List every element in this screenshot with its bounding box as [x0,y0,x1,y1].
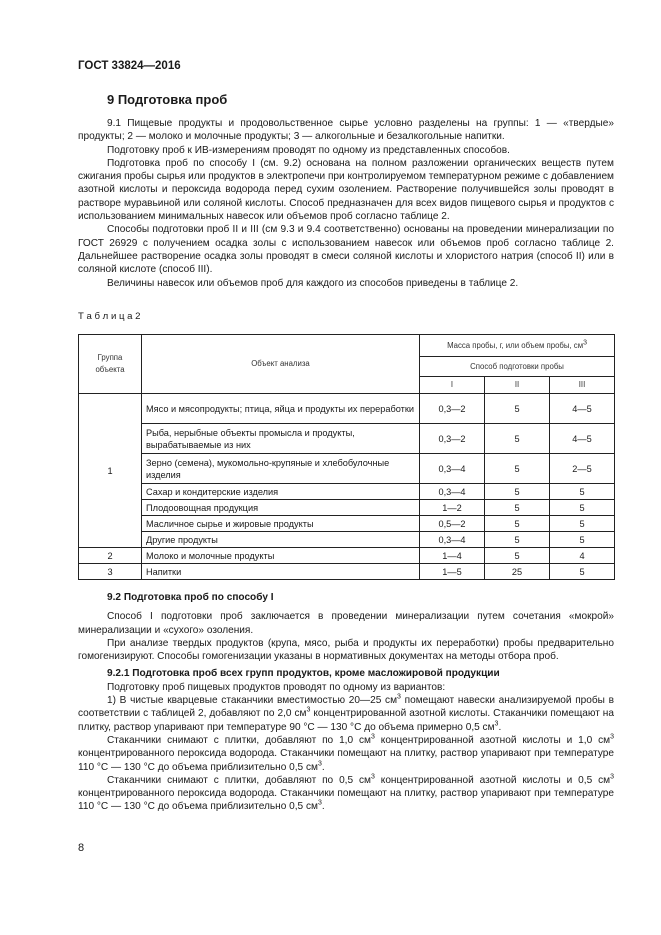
paragraph: Подготовку проб пищевых продуктов проводят по одному из вариантов: [107,681,446,693]
value-cell: 5 [485,394,550,424]
header-method-1: I [420,377,485,394]
value-cell: 5 [485,484,550,500]
paragraph: 1) В чистые кварцевые стаканчики вместимостью 20—25 $см^3$ помещают навески анализируемой пробы в соответствии с таблицей 2, добавляют по 2,0 $см^3$ концентрированной азотной кислоты. Стаканчики помещают на плитку, раствор упаривают при температуре 90 °С — 130 °С до объема примерно 0,5 $см^3$. [78,693,614,733]
sample-mass-table [78,334,615,580]
paragraph: 9.1 Пищевые продукты и продовольственное сырье условно разделены на группы: 1 — «твердые» продукты; 2 — молоко и молочные продукты; 3 — алкогольные и безалкогольные напитки. [78,118,614,143]
table-row [79,532,615,548]
subsection-title: 9.2.1 Подготовка проб всех групп продуктов, кроме масложировой продукции [107,668,500,680]
value-cell: 5 [550,484,615,500]
value-cell: 5 [485,532,550,548]
group-cell: 2 [79,548,142,564]
value-cell: 0,3—4 [420,454,485,484]
table-row [79,564,615,580]
object-cell: Рыба, нерыбные объекты промысла и продукты, вырабатываемые из них [142,424,420,454]
value-cell: 1—4 [420,548,485,564]
value-cell: 2—5 [550,454,615,484]
paragraph: Стаканчики снимают с плитки, добавляют по 0,5 $см^3$ концентрированной азотной кислоты и 0,5 $см^3$ концентрированного пероксида водорода. Стаканчики помещают на плитку, раствор упаривают при температуре 110 °С — 130 °С до объема приблизительно 0,5 $см^3$. [78,773,614,813]
value-cell: 0,3—2 [420,424,485,454]
header-method-3: III [550,377,615,394]
object-cell: Масличное сырье и жировые продукты [142,516,420,532]
value-cell: 4 [550,548,615,564]
object-cell: Зерно (семена), мукомольно-крупяные и хлебобулочные изделия [142,454,420,484]
object-cell: Молоко и молочные продукты [142,548,420,564]
table-row [79,500,615,516]
paragraph: При анализе твердых продуктов (крупа, мясо, рыба и продукты их переработки) пробы предварительно гомогенизируют. Способы гомогенизации указаны в нормативных документах на методы отбора проб. [78,637,614,663]
paragraph: Способы подготовки проб II и III (см 9.3 и 9.4 соответственно) основаны на проведении минерализации по ГОСТ 26929 с получением осадка золы с использованием навесок или объемов проб согласно таблице 2. Дальнейшее растворение осадка золы проводят в смеси соляной кислоты и хлористого натрия (способ II) или в соляной кислоте (способ III). [78,224,614,276]
value-cell: 0,3—2 [420,394,485,424]
value-cell: 1—5 [420,564,485,580]
object-cell: Плодоовощная продукция [142,500,420,516]
table-row [79,484,615,500]
section-title: 9 Подготовка проб [107,92,228,107]
paragraph: Способ I подготовки проб заключается в проведении минерализации путем сочетания «мокрой» минерализации и «сухого» озоления. [78,611,614,636]
value-cell: 5 [485,548,550,564]
value-cell: 5 [550,532,615,548]
value-cell: 0,3—4 [420,484,485,500]
paragraph: Подготовка проб по способу I (см. 9.2) основана на полном разложении органических веществ путем сжигания пробы сырья или продуктов в электропечи при контролируемом температурном режиме с добавлением азотной кислоты и пероксида водорода перед сухим озолением. Растворение получившейся золы проводят в растворе муравьиной или соляной кислоты. Способ предназначен для всех видов пищевого сырья и продуктов с использованием минимальных навесок или объемов проб согласно таблице 2. [78,157,614,223]
paragraph: Стаканчики снимают с плитки, добавляют по 1,0 $см^3$ концентрированной азотной кислоты и 1,0 $см^3$ концентрированного пероксида водорода. Стаканчики помещают на плитку, раствор упаривают при температуре 110 °С — 130 °С до объема приблизительно 0,5 $см^3$. [78,733,614,773]
paragraph: Подготовку проб к ИВ-измерениям проводят по одному из представленных способов. [107,144,510,156]
object-cell: Напитки [142,564,420,580]
table-header-row [79,335,615,357]
value-cell: 5 [550,516,615,532]
header-group: Группа объекта [79,335,142,394]
section-intro [78,117,614,290]
page-number: 8 [78,842,85,854]
value-cell: 5 [485,500,550,516]
table-row [79,516,615,532]
value-cell: 5 [550,500,615,516]
group-cell: 1 [79,394,142,548]
subsection-title: 9.2 Подготовка проб по способу I [107,592,274,603]
value-cell: 5 [485,454,550,484]
value-cell: 0,5—2 [420,516,485,532]
value-cell: 1—2 [420,500,485,516]
paragraph: Величины навесок или объемов проб для каждого из способов приведены в таблице 2. [107,277,519,289]
table-caption: Т а б л и ц а 2 [78,311,141,322]
value-cell: 0,3—4 [420,532,485,548]
header-mass: Масса пробы, г, или объем пробы, $см^3$ [420,335,615,357]
group-cell: 3 [79,564,142,580]
table-row [79,548,615,564]
object-cell: Другие продукты [142,532,420,548]
header-object: Объект анализа [142,335,420,394]
table-row [79,454,615,484]
object-cell: Сахар и кондитерские изделия [142,484,420,500]
value-cell: 5 [550,564,615,580]
table-row [79,424,615,454]
section-9-2 [78,591,614,814]
header-method: Способ подготовки пробы [420,357,615,377]
value-cell: 5 [485,516,550,532]
table-row [79,394,615,424]
header-method-2: II [485,377,550,394]
value-cell: 4—5 [550,394,615,424]
value-cell: 25 [485,564,550,580]
value-cell: 5 [485,424,550,454]
standard-header: ГОСТ 33824—2016 [78,60,181,72]
value-cell: 4—5 [550,424,615,454]
object-cell: Мясо и мясопродукты; птица, яйца и продукты их переработки [142,394,420,424]
